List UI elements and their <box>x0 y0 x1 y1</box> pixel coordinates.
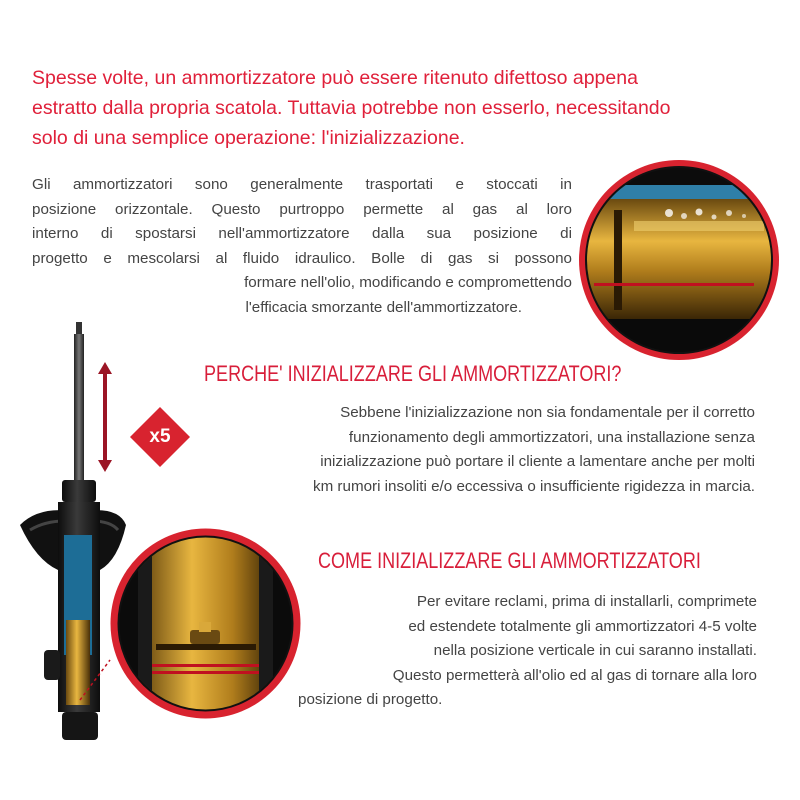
paragraph-line: km rumori insoliti e/o eccessiva o insufficiente rigidezza in marcia. <box>312 477 755 495</box>
paragraph-line: inizializzazione può portare il cliente a lamentare anche per molti <box>320 453 755 470</box>
paragraph-line: Gli ammortizzatori sono generalmente trasportati e stoccati in <box>32 176 572 193</box>
vertical-shock-zoom-image <box>108 526 303 721</box>
paragraph-line: formare nell'olio, modificando e compromettendo <box>244 274 572 291</box>
paragraph-line: Sebbene l'inizializzazione non sia fondamentale per il corretto <box>340 404 755 421</box>
paragraph-line: interno di spostarsi nell'ammortizzatore dalla sua posizione di <box>32 225 572 242</box>
horizontal-shock-zoom-image <box>574 155 784 365</box>
heading-why-initialize: PERCHE' INIZIALIZZARE GLI AMMORTIZZATORI? <box>204 361 622 386</box>
heading-how-initialize: COME INIZIALIZZARE GLI AMMORTIZZATORI <box>318 548 701 573</box>
paragraph-line: posizione di progetto. <box>298 691 443 708</box>
storage-paragraph <box>32 173 572 320</box>
paragraph-line: progetto e mescolarsi al fluido idraulico. Bolle di gas si possono <box>32 249 572 267</box>
how-paragraph <box>290 590 757 713</box>
paragraph-line: nella posizione verticale in cui saranno installati. <box>433 642 757 659</box>
paragraph-line: funzionamento degli ammortizzatori, una installazione senza <box>348 428 755 446</box>
paragraph-line: Per evitare reclami, prima di installarli, comprimete <box>416 593 757 610</box>
paragraph-line: ed estendete totalmente gli ammortizzatori 4-5 volte <box>408 617 757 635</box>
paragraph-line: l'efficacia smorzante dell'ammortizzatore. <box>245 298 522 316</box>
intro-line: estratto dalla propria scatola. Tuttavia potrebbe non esserlo, necessitando <box>32 97 671 119</box>
repeat-count-label: x5 <box>149 426 171 447</box>
why-paragraph <box>200 401 755 499</box>
intro-text <box>32 63 772 153</box>
paragraph-line: posizione orizzontale. Questo purtroppo permette al gas al loro <box>32 200 572 218</box>
intro-line: Spesse volte, un ammortizzatore può essere ritenuto difettoso appena <box>32 67 638 89</box>
intro-line: solo di una semplice operazione: l'inizializzazione. <box>32 127 465 149</box>
paragraph-line: Questo permetterà all'olio ed al gas di tornare alla loro <box>392 666 757 684</box>
